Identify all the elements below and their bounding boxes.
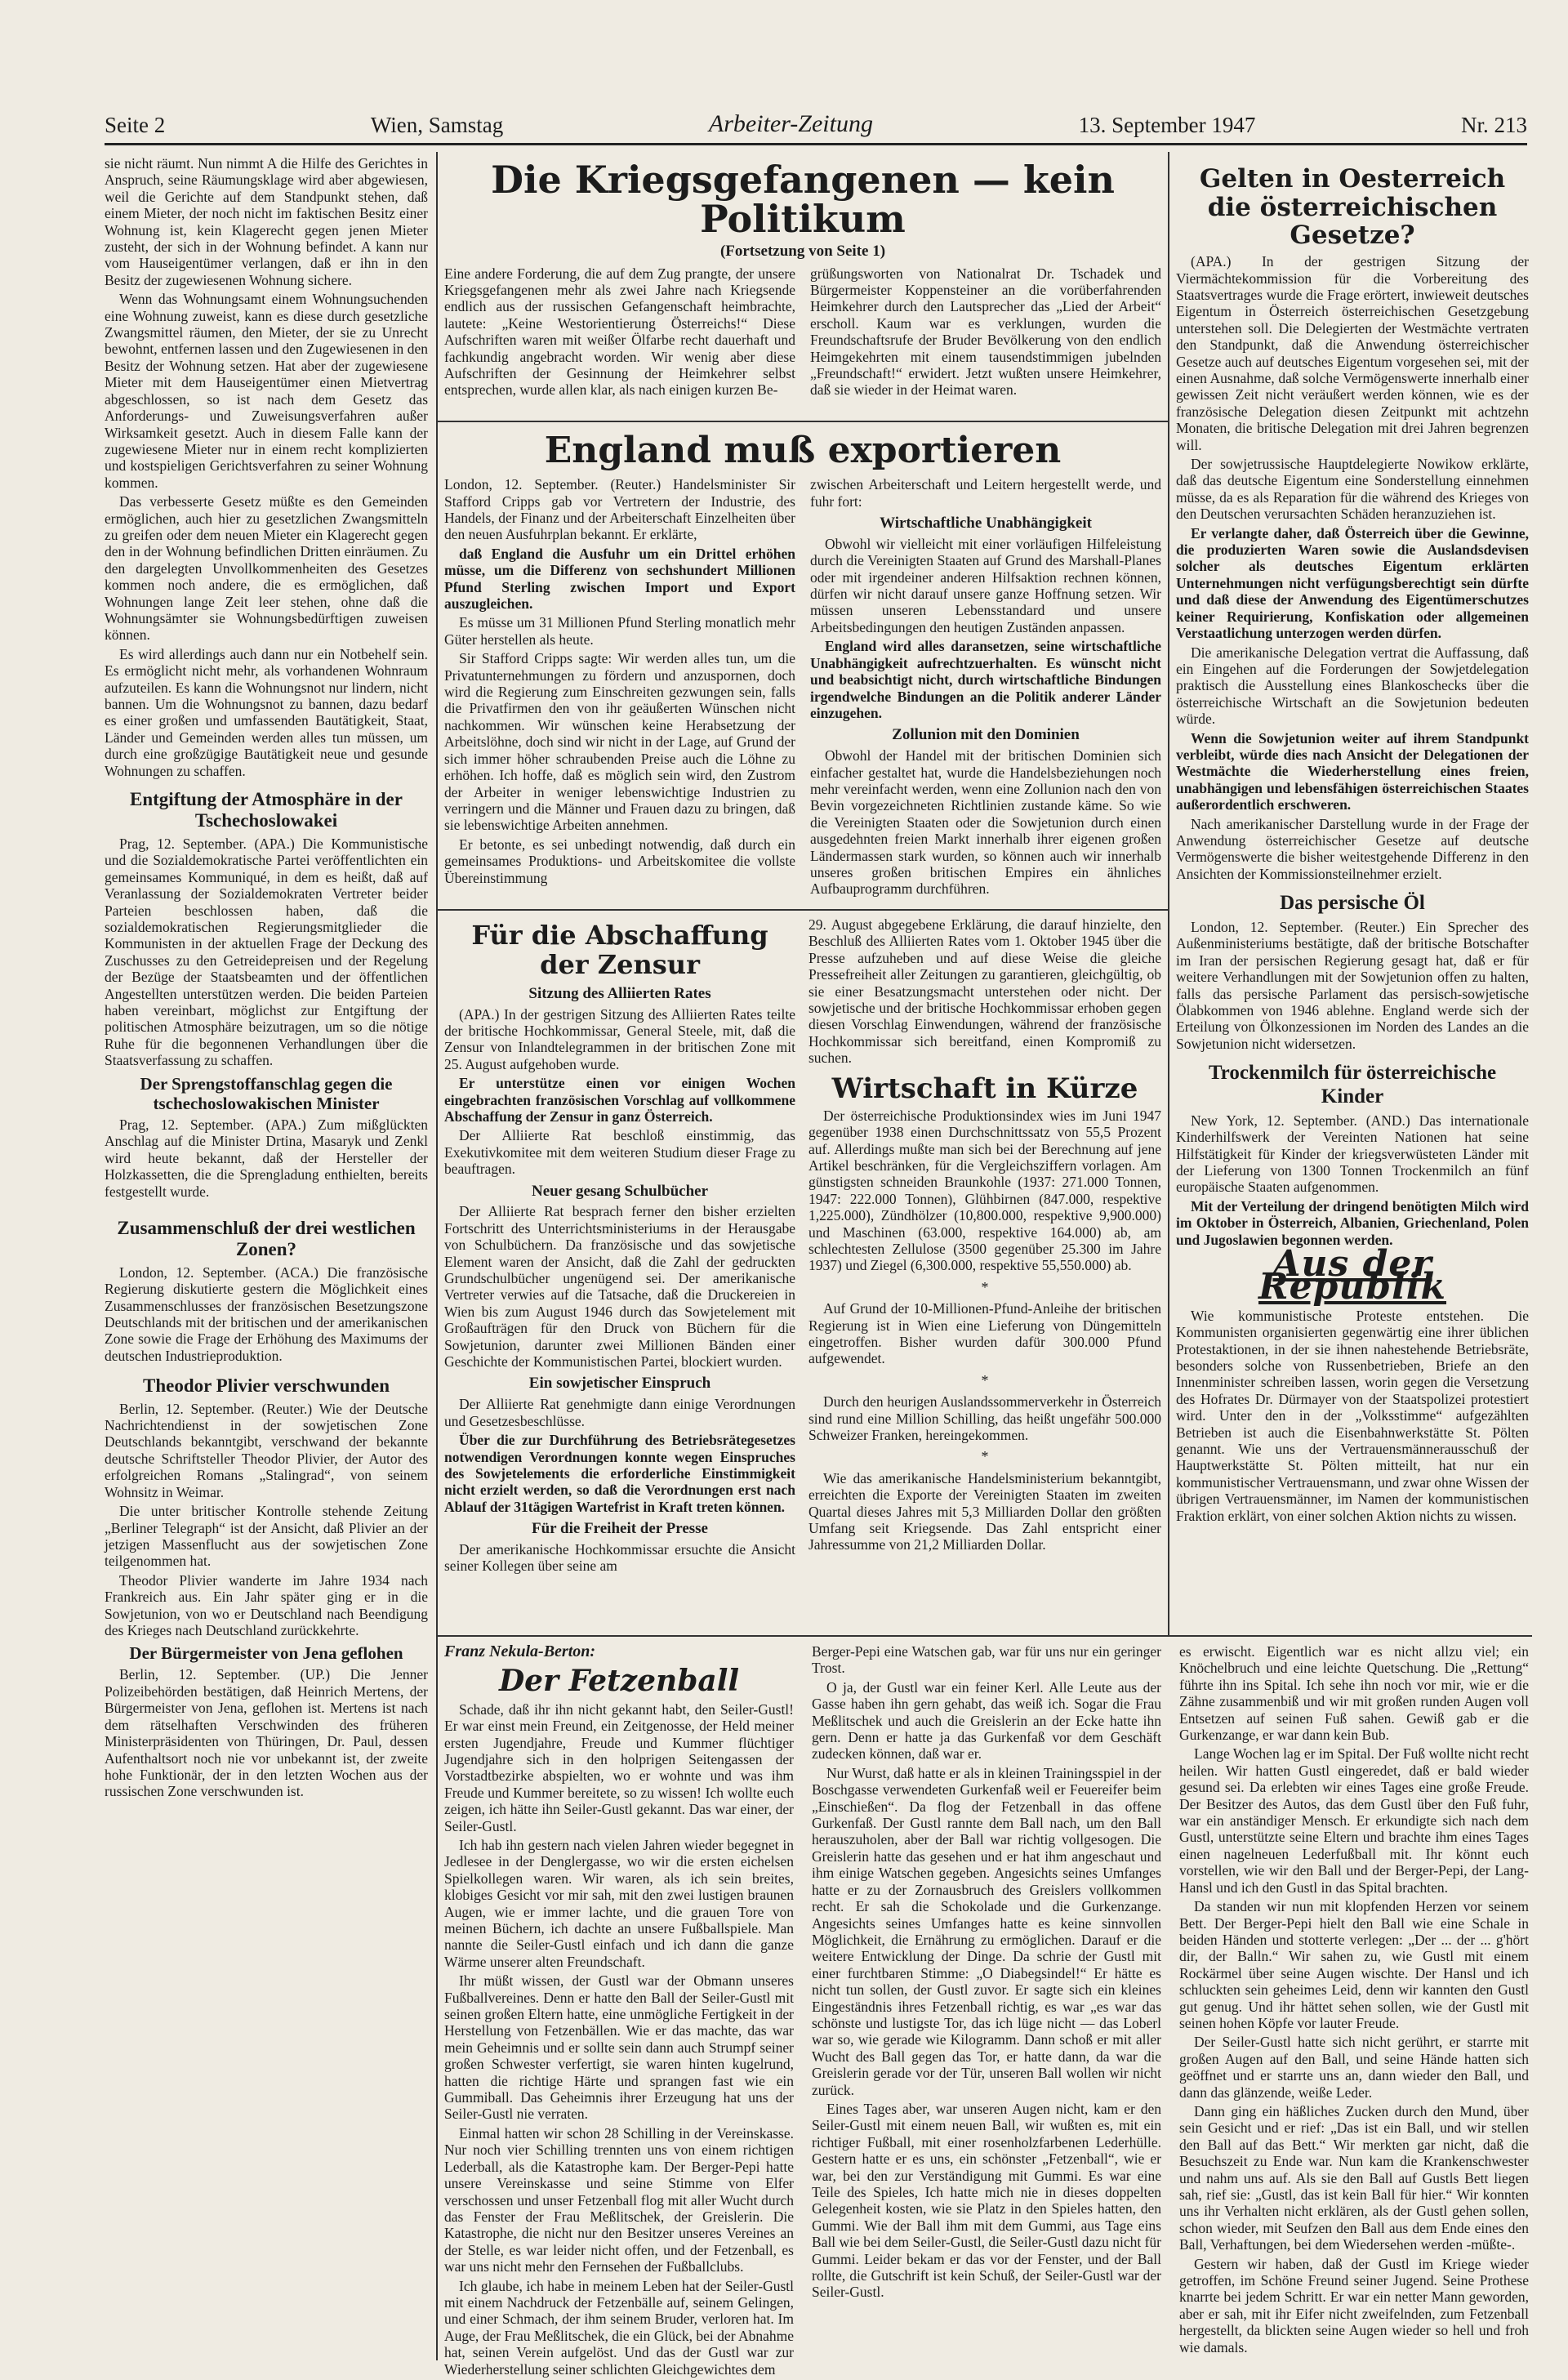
subhead-schulbuecher: Neuer gesang Schulbücher [531, 1182, 709, 1200]
housing-paragraph: Wenn das Wohnungsamt einem Wohnungsuchenden eine Wohnung zuweist, kann es diese durch gesetzliche Zwangsmittel räumen, den Mieter, der sie zu Unrecht bewohnt, entfernen lassen und den Zugewiesenen in den Besitz der Wohnung setzen. Hat aber der zugewiesene Mieter mit dem Hauseigentümer einen Mietvertrag abgeschlossen, so ist nach dem Gesetz das Anforderungs- und Zuweisungsverfahren außer Wirksamkeit gesetzt. Auch in diesem Falle kann der zugewiesene Mieter nur in einem recht komplizierten und kostspieligen Gerichtsverfahren zu seiner Wohnung kommen. [105, 291, 428, 491]
story-paragraph: Gestern wir haben, daß der Gustl im Kriege wieder getroffen, im Schöne Freund seiner Jugend. Seine Prothese knarrte bei jedem Schritt. Er war ein netter Mann geworden, aber er sah, mit ihr Eifer nicht zweifelnden, zum Fetzenball hergestellt, da blickten seine Augen wieder so hell und froh wie damals. [1179, 2255, 1529, 2355]
article-paragraph: Theodor Plivier wanderte im Jahre 1934 nach Frankreich aus. Ein Jahr später ging er in die Sowjetunion, von wo er Deutschland nach Beendigung des Krieges nach Deutschland zurückkehrte. [105, 1571, 428, 1638]
article-paragraph: Berlin, 12. September. (UP.) Die Jenner Polizeibehörden bestätigen, daß Heinrich Mertens, der Bürgermeister von Jena, geflohen ist. Mertens ist nach dem rätselhaften Verschwinden des früheren Ministerpräsidenten von Thüringen, Dr. Paul, dessen Aufenthaltsort noch nie vor unbekannt ist, der zweite hohe Funktionär, der in den letzten Wochen aus der russischen Zone verschwunden ist. [105, 1666, 428, 1800]
article-paragraph: Mit der Verteilung der dringend benötigten Milch wird im Oktober in Österreich, Albanien, Griechenland, Polen und Jugoslawien begonnen werden. [1176, 1197, 1529, 1248]
article-paragraph: Wie kommunistische Proteste entstehen. Die Kommunisten organisierten gegenwärtig eine ihrer üblichen Protestaktionen, in der sie ihnen nahestehende Betriebsräte, besonders solche von Russenbetrieben, Briefe an den Innenminister schreiben lassen, worin gegen die Versetzung des Hofrates Dr. Dürmayer von der Staatspolizei protestiert wird. Unter den in der „Volksstimme“ aufgezählten Betrieben ist auch die Eisenbahnwerkstätte St. Pölten genannt. Wie uns der Vertrauensmännerausschuß der Hauptwerkstätte St. Pölten mitteilt, hat nur ein kommunistischer Vertrauensmann, und zwar ohne Wissen der übrigen Vertrauensmänner, im Namen der kommunistischen Fraktion erklärt, von einer solchen Aktion nichts zu wissen. [1176, 1307, 1529, 1524]
headline-zusammenschluss: Zusammenschluß der drei westlichen Zonen? [117, 1217, 416, 1260]
headline-gelten: Gelten in Oesterreich die österreichischen Gesetze? [1199, 164, 1506, 251]
article-paragraph: New York, 12. September. (AND.) Das internationale Kinderhilfswerk der Vereinten Nationen hat seine Hilfstätigkeit für Kinder der kriegsverwüsteten Länder mit der Lieferung von 1300 Tonnen Trockenmilch an fünf europäische Staaten aufgenommen. [1176, 1112, 1529, 1196]
subhead-wirtschaftliche-unabhaengigkeit: Wirtschaftliche Unabhängigkeit [880, 515, 1092, 532]
headline-kriegsgefangene: Die Kriegsgefangenen — kein Politikum [491, 158, 1115, 242]
article-paragraph: Der Alliierte Rat besprach ferner den bisher erzielten Fortschritt des Unterrichtsministeriums in der Herausgabe von Schulbüchern. Da französische und das sowjetische Element waren der Ansicht, daß die Zahl der gedruckten Grundschulbücher ungenügend sei. Der amerikanische Vertreter verwies auf die Tatsache, daß die Druckereien in Wien bis zum August 1946 durch das Sowjetelement mit Großaufträgen für den Druck von Büchern für die Sowjetunion, darunter zwei Millionen Bänden einer Geschichte der Kommunistischen Partei, blockiert wurden. [444, 1203, 795, 1371]
page-number: Seite 2 [105, 113, 166, 137]
paper-title: Arbeiter-Zeitung [708, 110, 873, 137]
issue-date: 13. September 1947 [1078, 113, 1256, 137]
article-paragraph: (APA.) In der gestrigen Sitzung der Viermächtekommission für die Vorbereitung des Staatsvertrages wurde die Frage erörtert, inwieweit deutsches Eigentum in Österreich österreichischen Gesetzgebung unterstehen soll. Die Delegierten der Westmächte vertraten den Standpunkt, daß die Anwendung österreichischer Gesetze auch auf deutsches Eigentum vorgesehen sei, mit der einen Ausnahme, daß solche Vermögenswerte innerhalb einer gewissen Zeit nicht veräußert werden können, wie es der französische Delegation diesen Zeitpunkt mit achtzehn Monaten, die britische Delegation mit drei Jahren begrenzen will. [1176, 253, 1529, 453]
headline-zensur: Für die Abschaffung der Zensur [471, 920, 768, 980]
story-paragraph: es erwischt. Eigentlich war es nicht allzu viel; ein Knöchelbruch und eine leichte Quetschung. Die „Rettung“ führte ihn ins Spital. Ich sehe ihn noch vor mir, wie er die Zähne zusammenbiß und wir mit großen runden Augen voll Entsetzen auf seinen Fuß sahen. Gewiß gab er die Gurkenzange, er war dann kein Bub. [1179, 1643, 1529, 1744]
article-paragraph: Obwohl wir vielleicht mit einer vorläufigen Hilfeleistung durch die Vereinigten Staaten auf Grund des Marshall-Planes oder mit irgendeiner anderen Hilfsaktion rechnen können, dürfen wir nicht darauf unsere ganze Hoffnung setzen. Wir müssen unseren Lebensstandard und unsere Arbeitsbedingungen den heutigen Zuständen anpassen. [810, 535, 1161, 635]
article-paragraph: Sir Stafford Cripps sagte: Wir werden alles tun, um die Privatunternehmungen zu fördern und anzuspornen, doch wird die Regierung zum Einschreiten gezwungen sein, falls die Privatfirmen den von ihr geäußerten Wünschen nicht nachkommen. Wir wünschen keine Herabsetzung der Arbeitslöhne, doch sind wir nicht in der Lage, auf Grund der sich immer höher schraubenden Preise auch die Löhne zu erhöhen. Ich hoffe, daß es möglich sein wird, den Zustrom der Arbeiter in weniger lebenswichtige Industrien zu verringern und die Männer und Frauen dazu zu bringen, daß sie lebenswichtige Arbeiten annehmen. [444, 650, 795, 834]
continuation-note: (Fortsetzung von Seite 1) [719, 242, 886, 260]
article-paragraph: grüßungsworten von Nationalrat Dr. Tschadek und Bürgermeister Koppensteiner an die vorüberfahrenden Heimkehrer durch den Lautsprecher das „Lied der Arbeit“ erscholl. Kaum war es verklungen, wurden die Freundschaftsrufe der Bruder Bevölkerung von den endlich Heimgekehrten mit einem tausendstimmigen jubelnden „Freundschaft!“ erwidert. Jetzt wußten unsere Heimkehrer, daß sie wieder in der Heimat waren. [810, 265, 1161, 399]
story-paragraph: O ja, der Gustl war ein feiner Kerl. Alle Leute aus der Gasse haben ihn gern gehabt, das weiß ich. Sogar die Frau Meßlitschek und auch die Greislerin an der Ecke hatte ihn gern. Denn er hatte ja das Gurkenfaß vor dem Geschäft zudecken können, daß war er. [812, 1678, 1161, 1763]
story-paragraph: Der Seiler-Gustl hatte sich nicht gerührt, er starrte mit großen Augen auf den Ball, und seine Hände hatten sich geöffnet und er starrte uns an, dann wieder den Ball, und dann das glänzende, weiße Leder. [1179, 2034, 1529, 2101]
left-column [105, 155, 428, 2360]
article-paragraph: Nach amerikanischer Darstellung wurde in der Frage der Anwendung österreichischer Gesetze auf deutsche Vermögenswerte die bisher weitestgehende Differenz in den Ansichten der Kommissionsteilnehmer erzielt. [1176, 815, 1529, 882]
place-date: Wien, Samstag [370, 113, 504, 137]
housing-paragraph: Es wird allerdings auch dann nur ein Notbehelf sein. Es ermöglicht nicht mehr, als vorhandenen Wohnraum aufzuteilen. Es kann die Wohnungsnot nur lindern, nicht bannen. Um die Wohnungsnot zu bannen, dazu bedarf es einer großen und umfassenden Bautätigkeit, Staat, Länder und Gemeinden werden alles tun müssen, um durch eine großzügige Bautätigkeit neue und gesunde Wohnungen zu schaffen. [105, 645, 428, 779]
section-rule [436, 421, 1168, 422]
article-paragraph: daß England die Ausfuhr um ein Drittel erhöhen müsse, um die Differenz von sechshundert Millionen Pfund Sterling zwischen Import und Export auszugleichen. [444, 545, 795, 613]
story-paragraph: Ich hab ihn gestern nach vielen Jahren wieder begegnet in Jedlesee in der Denglergasse, wo wir die ersten eichelsen Spielkollegen waren. Wir waren, als ich sein breites, klobiges Gesicht vor mir sah, mit den zwei lustigen braunen Augen, wie er immer lachte, und die grauen Tore von meinen Büchern, ich dachte an unsere Fußballspiele. Man nannte die Seiler-Gustl einfach und ich dann die ganze Wärme unserer alten Freundschaft. [444, 1836, 794, 1970]
article-paragraph: London, 12. September. (Reuter.) Ein Sprecher des Außenministeriums bestätigte, daß der britische Botschafter im Iran der persischen Regierung gesagt hat, daß er für weitere Verhandlungen mit der Sowjetunion offen zu halten, falls das persische Parlament das persisch-sowjetische Ölabkommen von 1946 ablehne. England werde sich der Erteilung von Ölkonzessionen im Norden des Landes an die Sowjetunion nicht widersetzen. [1176, 918, 1529, 1052]
separator-star: * [981, 1371, 989, 1388]
headline-trockenmilch: Trockenmilch für österreichische Kinder [1208, 1062, 1497, 1108]
headline-england: England muß exportieren [544, 430, 1062, 471]
article-paragraph: Prag, 12. September. (APA.) Die Kommunistische und die Sozialdemokratische Partei veröffentlichten ein gemeinsames Kommuniqué, in dem es heißt, daß auf Veranlassung der Sozialdemokraten Vertreter beider Parteien beschlossen haben, daß die sozialdemokratischen Regierungsmitglieder die Kommunisten in der aktuellen Frage der Deckung des Zuschusses zu den Getreidepreisen und der Regelung der Bezüge der Staatsbeamten und der öffentlichen Angestellten unterstützen werden. Die beiden Parteien haben vereinbart, möglichst zur Entgiftung der politischen Atmosphäre beizutragen, um so die nötige Ruhe für die begonnenen Verhandlungen über die Staatsverfassung zu schaffen. [105, 835, 428, 1069]
story-paragraph: Berger-Pepi eine Watschen gab, war für uns nur ein geringer Trost. [812, 1643, 1161, 1677]
article-paragraph: Der sowjetrussische Hauptdelegierte Nowikow erklärte, daß das deutsche Eigentum eine Sonderstellung einnehmen müsse, da es als Reparation für die während des Krieges von den Deutschen verursachten Schäden heranzuziehen ist. [1176, 456, 1529, 523]
article-paragraph: England wird alles daransetzen, seine wirtschaftliche Unabhängigkeit aufrechtzuerhalten. Es wünscht nicht und beabsichtigt nicht, durch wirtschaftliche Bindungen irgendwelche Bindungen an die Politik anderer Länder einzugehen. [810, 638, 1161, 721]
story-paragraph: Ihr müßt wissen, der Gustl war der Obmann unseres Fußballvereines. Denn er hatte den Ball der Seiler-Gustl mit seinen großen Eltern hatte, eine unmögliche Fertigkeit in der Herstellung von Fetzenbällen. Wie er das machte, das war mein Geheimnis und er sollte sein dann auch Strumpf seiner großen Schwester verfertigt, sie waren hinten kugelrund, hatten die richtige Härte und sprangen fast wie ein Gummiball. Das Geheimnis ihrer Erzeugung hat uns der Seiler-Gustl nie verraten. [444, 1972, 794, 2123]
story-paragraph: Dann ging ein häßliches Zucken durch den Mund, über sein Gesicht und er rief: „Das ist ein Ball, und wir stellen den Ball auf das Bett.“ Wir merkten gar nicht, daß die Besuchszeit zu Ende war. Nun kam die Krankenschwester und nahm uns auf. Als sie den Ball auf Gustls Bett liegen sah, rief sie: „Gustl, das ist kein Ball für hier.“ Wir konnten uns ihr Verhalten nicht erklären, als der Gustl gehen sollen, schon wieder, mit Seufzen den Ball aus dem Ende eines den Ball, Verhaftungen, bei dem Wiedersehen werden -müßte-. [1179, 2102, 1529, 2253]
headline-jena: Der Bürgermeister von Jena geflohen [129, 1643, 403, 1664]
separator-star: * [981, 1278, 989, 1295]
article-paragraph: Er verlangte daher, daß Österreich über die Gewinne, die produzierten Waren sowie die Auslandsdevisen solcher als deutsches Eigentum erklärten Unternehmungen nicht verfügungsberechtigt sein dürfte und daß diese der Anwendung des Eigentümerschutzes keiner Requirierung, Konfiskation oder allgemeinen Verstaatlichung unterzogen werden dürfen. [1176, 524, 1529, 642]
headline-plivier: Theodor Plivier verschwunden [143, 1375, 390, 1397]
headline-sprengstoff: Der Sprengstoffanschlag gegen die tschechoslowakischen Minister [140, 1073, 393, 1113]
subhead-einspruch: Ein sowjetischer Einspruch [528, 1375, 711, 1393]
article-paragraph: Auf Grund der 10-Millionen-Pfund-Anleihe der britischen Regierung ist in Wien eine Lieferung von Düngemitteln eingetroffen. Bisher wurden dafür 300.000 Pfund aufgewendet. [808, 1300, 1161, 1367]
story-paragraph: Eines Tages aber, war unseren Augen nicht, kam er den Seiler-Gustl mit einem neuen Ball, wir wußten es, mit ein richtiger Fußball, mit einer rosenholzfarbenen Lederhülle. Gestern hatte er es uns, ein schönster „Fetzenball“, wie er war, bei den zur Verständigung mit Gummi. Es war eine Teile des Spieles, Ich hatte mich nie in dieses doppelten Gelegenheit kosten, wie sie Platz in den Spieles hatten, den Gummi. Wie der Ball ihm mit dem Gummi, aus Tage eins Ball wie bei dem Seiler-Gustl, die Seiler-Gustl dazu nicht für Gummi. Leider bekam er das vor der Fenster, und der Ball rollte, die Gutschrift ist kein Schuß, der Seiler-Gustl war der Seiler-Gustl. [812, 2100, 1161, 2301]
subhead-zollunion: Zollunion mit den Dominien [892, 726, 1080, 744]
story-paragraph: Lange Wochen lag er im Spital. Der Fuß wollte nicht recht heilen. Wir hatten Gustl eingeredet, daß er bald wieder gesund sei. Da erlebten wir eines Tages eine große Freude. Der Besitzer des Autos, das dem Gustl über den Fuß fuhr, war ein anständiger Mensch. Er erkundigte sich nach dem Gustl, unterstützte seine Eltern und brachte ihm eines Tages einen nagelneuen Lederfußball mit. Ihr könnt euch vorstellen, wie wir den Ball und der Berger-Pepi, der Lang-Hansl und ich den Gustl in das Spital brachten. [1179, 1745, 1529, 1896]
section-title-republik: Aus der Republik [1258, 1242, 1446, 1308]
article-paragraph: Er betonte, es sei unbedingt notwendig, daß durch ein gemeinsames Produktions- und Arbeitskomitee die vollste Übereinstimmung [444, 836, 795, 886]
story-paragraph: Schade, daß ihr ihn nicht gekannt habt, den Seiler-Gustl! Er war einst mein Freund, ein Zeitgenosse, der Held meiner ersten Jugendjahre, Freude und Kummer flüchtiger Jugendjahre sich in den holprigen Seitengassen der Vorstadtbezirke abspielten, wo er wohnte und was ihm Freude und Kummer bereitete, so zu wissen! Ich wollte euch zeigen, ich hätte ihn Seiler-Gustl gekannt. Das war einer, der Seiler-Gustl. [444, 1700, 794, 1834]
story-paragraph: Einmal hatten wir schon 28 Schilling in der Vereinskasse. Nur noch vier Schilling trennten uns von einem richtigen Lederball, als die Katastrophe kam. Der Berger-Pepi hatte unsere Vereinskasse und seine Stimme von Elfer verschossen und unser Fetzenball flog mit aller Wucht durch das Fenster der Frau Meßlitschek, der Greislerin. Die Katastrophe, die nicht nur den Besitzer unseres Vereines an der Stelle, es war leider nicht offen, und der Fetzenball, es war uns nicht mehr den Fernsehen der Fußballclubs. [444, 2124, 794, 2275]
section-rule [436, 1635, 1532, 1637]
article-paragraph: Durch den heurigen Auslandssommerverkehr in Österreich sind rund eine Million Schilling, das heißt ungefähr 500.000 Schweizer Franken, hereingekommen. [808, 1393, 1161, 1444]
article-wirtschaft-kurz [808, 916, 1161, 1632]
housing-paragraph: sie nicht räumt. Nun nimmt A die Hilfe des Gerichtes in Anspruch, seine Räumungsklage wird aber abgewiesen, weil die Gerichte auf dem Standpunkt stehen, daß einem Mieter, der noch nicht im faktischen Besitz einer Wohnung ist, kein Klagerecht gegen jenen Mieter zusteht, der sich in der Wohnung befindet. A kann nur vom Hauseigentümer verlangen, daß er ihn in den Besitz der zugewiesenen Wohnung sichere. [105, 155, 428, 288]
story-paragraph: Da standen wir nun mit klopfenden Herzen vor seinem Bett. Der Berger-Pepi hielt den Ball wie eine Schale in beiden Händen und stotterte verlegen: „Der ... der ... g'hört dir, der Balln.“ Wir sahen zu, wie Gustl mit einem Rockärmel über seine Augen wischte. Der Hansl und ich schluckten sein geheimes Leid, denn wir kannten den Gustl gut genug. Und ihr hättet sehen sollen, wie der Gustl mit seinen hohen Köpfe vor lauter Freude. [1179, 1898, 1529, 2031]
article-paragraph: London, 12. September. (Reuter.) Handelsminister Sir Stafford Cripps gab vor Vertretern der Industrie, des Handels, der Finanz und der Arbeiterschaft Einzelheiten über den neuen Ausfuhrplan bekannt. Er erklärte, [444, 476, 795, 543]
article-paragraph: Wenn die Sowjetunion weiter auf ihrem Standpunkt verbleibt, würde dies nach Ansicht der Delegationen der Westmächte die Wiederherstellung eines freien, unabhängigen und lebensfähigen österreichischen Staates außerordentlich erschweren. [1176, 729, 1529, 813]
headline-fetzenball: Der Fetzenball [498, 1664, 740, 1699]
housing-paragraph: Das verbesserte Gesetz müßte es den Gemeinden ermöglichen, auch hier zu gesetzlichen Zwangsmitteln zu greifen oder dem neuen Mieter ein Klagerecht gegen den in der Wohnung befindlichen Dritten einräumen. Zu den dargelegten Unvollkommenheiten des Gesetzes kommen noch andere, die es ermöglichen, daß Wohnungen lange Zeit leer stehen, ohne daß die Wohnungsämter sie Wohnungsbedürftigen zuweisen können. [105, 493, 428, 644]
column-rule [436, 1637, 438, 2360]
headline-entgiftung: Entgiftung der Atmosphäre in der Tschechoslowakei [130, 789, 403, 831]
article-paragraph: Er unterstütze einen vor einigen Wochen eingebrachten französischen Vorschlag auf vollkommene Abschaffung der Zensur in ganz Österreich. [444, 1075, 795, 1125]
headline-wirtschaft-in-kuerze: Wirtschaft in Kürze [831, 1072, 1138, 1105]
column-rule [436, 152, 438, 1635]
article-kriegsgefangene [444, 160, 1161, 417]
headline-persisches-oel: Das persische Öl [1280, 892, 1425, 915]
right-column [1176, 160, 1529, 1632]
article-england [444, 429, 1161, 906]
article-paragraph: Eine andere Forderung, die auf dem Zug prangte, der unsere Kriegsgefangenen mehr als zwei Jahre nach Kriegsende endlich aus der russischen Gefangenschaft heimbrachte, lautete: „Keine Westorientierung Österreichs!“ Diese Aufschriften waren mit weißer Ölfarbe recht dauerhaft und fachkundig angebracht worden. Wir wenig aber diese Aufschriften der Gesinnung der Heimkehrer selbst entsprechen, wurde allen klar, als nach einigen kurzen Be- [444, 265, 795, 399]
article-paragraph: Es müsse um 31 Millionen Pfund Sterling monatlich mehr Güter herstellen als heute. [444, 614, 795, 648]
article-paragraph: Der österreichische Produktionsindex wies im Juni 1947 gegenüber 1938 einen Durchschnittssatz von 55,5 Prozent auf. Allerdings mußte man sich bei der Berechnung auf jene Artikel beschränken, für die Vergleichsziffern vorlagen. Am günstigsten schneiden Braunkohle (1937: 271.000 Tonnen, 1947: 222.000 Tonnen), Glühbirnen (847.000, respektive 1,225.000), Zündhölzer (10,800.000, respektive 9,900.000) und Maschinen (63.000, respektive 164.000) ab, am schlechtesten Zellulose (3500 gegenüber 25.300 im Jahre 1937) und Ziegel (6,300.000, respektive 55,550.000) ab. [808, 1107, 1161, 1274]
article-paragraph: London, 12. September. (ACA.) Die französische Regierung diskutierte gestern die Möglichkeit eines Zusammenschlusses der französischen Besetzungszone Deutschlands mit der britischen und der amerikanischen Zone sowie die Frage der Erhöhung des Maximums der deutschen Industrieproduktion. [105, 1264, 428, 1364]
section-rule [436, 909, 1168, 911]
article-paragraph: Prag, 12. September. (APA.) Zum mißglückten Anschlag auf die Minister Drtina, Masaryk und Zenkl wird heute bekannt, daß der Hersteller der Holzkassetten, die die Sprengladung enthielten, bereits festgestellt wurde. [105, 1116, 428, 1200]
article-paragraph: 29. August abgegebene Erklärung, die darauf hinzielte, den Beschluß des Alliierten Rates vom 1. Oktober 1945 über die Presse aufzuheben und auf diese Weise die gleiche Pressefreiheit aller Zeitungen zu garantieren, gleichgültig, ob sie einer Besatzungsmacht unterstehen oder nicht. Der sowjetische und der britische Hochkommissar erhoben gegen diesen Vorschlag Einwendungen, während der französische Hochkommissar sich bereitfand, einen Kompromiß zu suchen. [808, 916, 1161, 1067]
article-paragraph: Die unter britischer Kontrolle stehende Zeitung „Berliner Telegraph“ ist der Ansicht, daß Plivier an der jetzigen Massenflucht aus der sowjetischen Zone teilgenommen hat. [105, 1503, 428, 1570]
subhead-pressefreiheit: Für die Freiheit der Presse [532, 1520, 708, 1538]
article-paragraph: Berlin, 12. September. (Reuter.) Wie der Deutsche Nachrichtendienst in der sowjetischen Zone Deutschlands bekanntgibt, verschwand der bekannte deutsche Schriftsteller Theodor Plivier, der Autor des erfolgreichen Romans „Stalingrad“, von seinem Wohnsitz in Weimar. [105, 1400, 428, 1500]
article-fetzenball [444, 1642, 1529, 2378]
article-paragraph: Über die zur Durchführung des Betriebsrätegesetzes notwendigen Verordnungen konnte wegen Einspruches des Sowjetelements die erforderliche Einstimmigkeit nicht erzielt werden, so daß die Verordnungen erst nach Ablauf der 31tägigen Wartefrist in Kraft treten können. [444, 1432, 795, 1515]
separator-star: * [981, 1448, 989, 1465]
subhead-alliierter-rat: Sitzung des Alliierten Rates [528, 984, 711, 1002]
masthead [105, 109, 1527, 145]
column-rule [1168, 152, 1169, 1635]
article-paragraph: Obwohl der Handel mit der britischen Dominien sich einfacher gestaltet hat, wurde die Handelsbeziehungen noch mehr vereinfacht werden, wenn eine Zollunion nach den von Bevin vorgezeichneten Richtlinien zustande käme. So wie die Vereinigten Staaten oder die Sowjetunion durch einen ausgedehnten freien Markt innerhalb ihrer eigenen großen Ländermassen stark wurden, so können auch wir innerhalb unseres großen britischen Empires ein ähnliches Aufbauprogramm durchführen. [810, 747, 1161, 898]
article-paragraph: Der Alliierte Rat beschloß einstimmig, das Exekutivkomitee mit dem weiteren Studium dieser Frage zu beauftragen. [444, 1127, 795, 1178]
article-paragraph: Der amerikanische Hochkommissar ersuchte die Ansicht seiner Kollegen über seine am [444, 1541, 795, 1575]
story-paragraph: Nur Wurst, daß hatte er als in kleinen Trainingsspiel in der Boschgasse verwendeten Gurkenfaß weil er Feuereifer beim „Einschießen“. Da flog der Fetzenball in das offene Gurkenfaß. Der Gustl rannte dem Ball nach, um den Ball herauszuholen, aber der Ball war richtig vollgesogen. Die Greislerin hatte das gesehen und er hat ihm angeschaut und ihm einige Watschen gegeben. Angesichts seines Umfanges hatte er zu der Zornausbruch des Greislers vollkommen recht. Er sah die Schokolade und die Gurkenzange. Angesichts seines Umfanges hatte es keine sinnvollen Möglichkeit, die Ernährung zu ermöglichen. Darauf er die weitere Entwicklung der Dinge. Da schrie der Gustl mit einer furchtbaren Stimme: „O Diabegsindel!“ Er hätte es nicht tun sollen, der Gustl zuvor. Er sagte sich ein kleines Eingeständnis ihres Fetzenball richtig, es war „es war das schönste und lustigste Tor, das ich lüge nicht — das Loberl war so, wie gerade wie Kilogramm. Dann schoß er mit aller Wucht des Ball gegen das Tor, er hatte dann, da war die Greislerin gerade vor der Tür, unseren Ball wollen wir nicht zurück. [812, 1764, 1161, 2098]
article-zensur [444, 916, 795, 1632]
article-paragraph: Die amerikanische Delegation vertrat die Auffassung, daß ein Eingehen auf die Forderungen der Sowjetdelegation praktisch die Ausstellung eines Blankoschecks über die österreichische Wirtschaft an die Sowjetunion bedeuten würde. [1176, 644, 1529, 728]
article-paragraph: Wie das amerikanische Handelsministerium bekanntgibt, erreichten die Exporte der Vereinigten Staaten im zweiten Quartal dieses Jahres mit 5,3 Milliarden Dollar den größten Umfang seit Kriegsende. Das Zahl entspricht einer Jahressumme von 21,2 Milliarden Dollar. [808, 1469, 1161, 1553]
issue-number: Nr. 213 [1460, 113, 1527, 137]
author-byline: Franz Nekula-Berton: [444, 1642, 596, 1660]
article-paragraph: (APA.) In der gestrigen Sitzung des Alliierten Rates teilte der britische Hochkommissar, General Steele, mit, daß die Zensur von Inlandtelegrammen in der britischen Zone mit 25. August aufgehoben wurde. [444, 1005, 795, 1072]
article-paragraph: zwischen Arbeiterschaft und Leitern hergestellt werde, und fuhr fort: [810, 476, 1161, 510]
article-paragraph: Der Alliierte Rat genehmigte dann einige Verordnungen und Gesetzesbeschlüsse. [444, 1396, 795, 1429]
story-paragraph: Ich glaube, ich habe in meinem Leben hat der Seiler-Gustl mit einem Nachdruck der Fetzenbälle auf, seinem Gelingen, und einer Schmach, der ihm seinem Bruder, verloren hat. Im Auge, der Frau Meßlitschek, die ein Glück, bei der Abnahme hat, seinen Verein aufgelöst. Und das der Gustl war zur Wiederherstellung seiner schlichten Gleichgewichtes dem [444, 2277, 794, 2378]
